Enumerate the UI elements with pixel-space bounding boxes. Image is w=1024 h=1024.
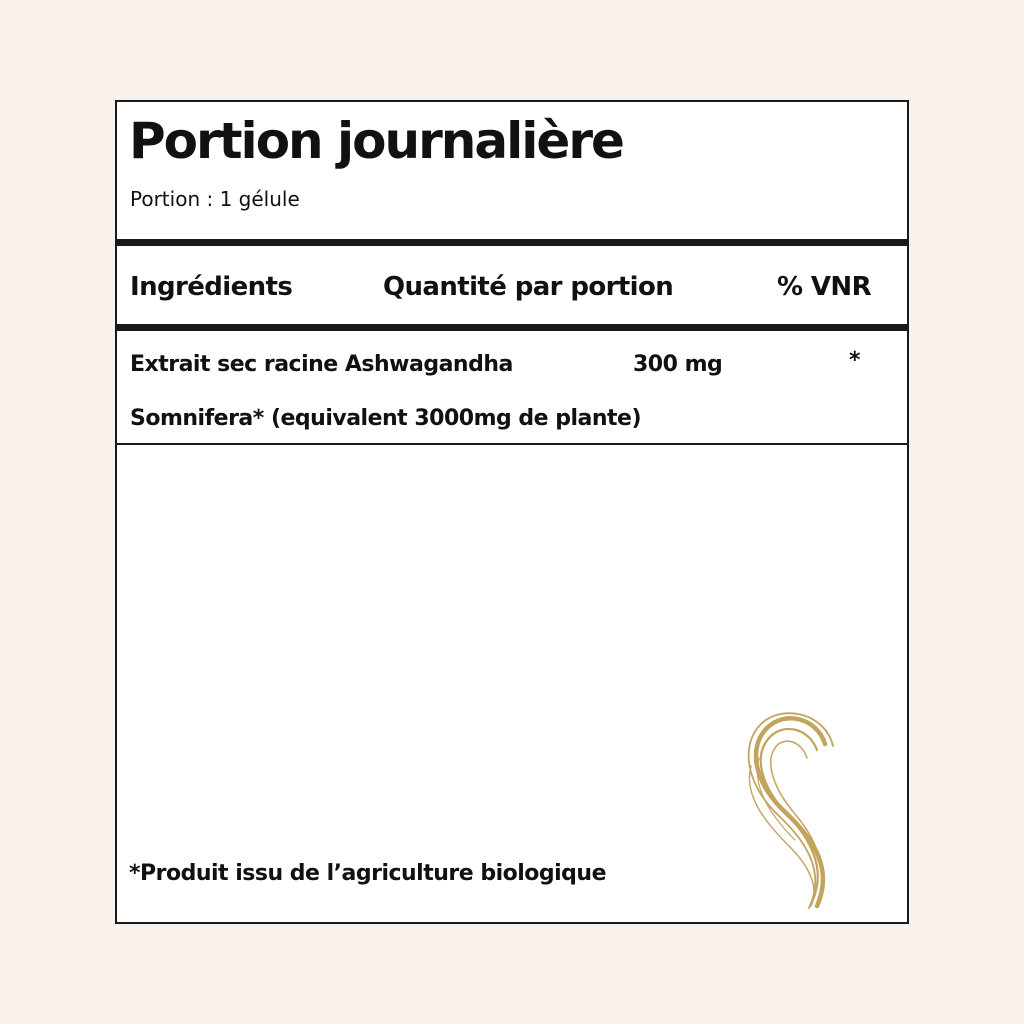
ingredient-name-line2: Somnifera* (equivalent 3000mg de plante) xyxy=(130,406,642,431)
column-header-ingredients: Ingrédients xyxy=(130,272,293,302)
nutrition-label-panel xyxy=(115,100,909,924)
gold-swirl-s-logo-icon xyxy=(737,706,847,911)
ingredient-vnr: * xyxy=(849,348,861,373)
divider-thin-row xyxy=(117,443,907,445)
ingredient-name-line1: Extrait sec racine Ashwagandha xyxy=(130,352,513,377)
label-title: Portion journalière xyxy=(129,112,623,170)
serving-size: Portion : 1 gélule xyxy=(130,187,300,211)
divider-thick-header xyxy=(117,324,907,331)
ingredient-quantity: 300 mg xyxy=(633,352,723,377)
column-header-vnr: % VNR xyxy=(777,272,872,302)
organic-footnote: *Produit issu de l’agriculture biologique xyxy=(129,861,607,886)
column-header-quantity: Quantité par portion xyxy=(383,272,674,302)
divider-thick-top xyxy=(117,239,907,246)
